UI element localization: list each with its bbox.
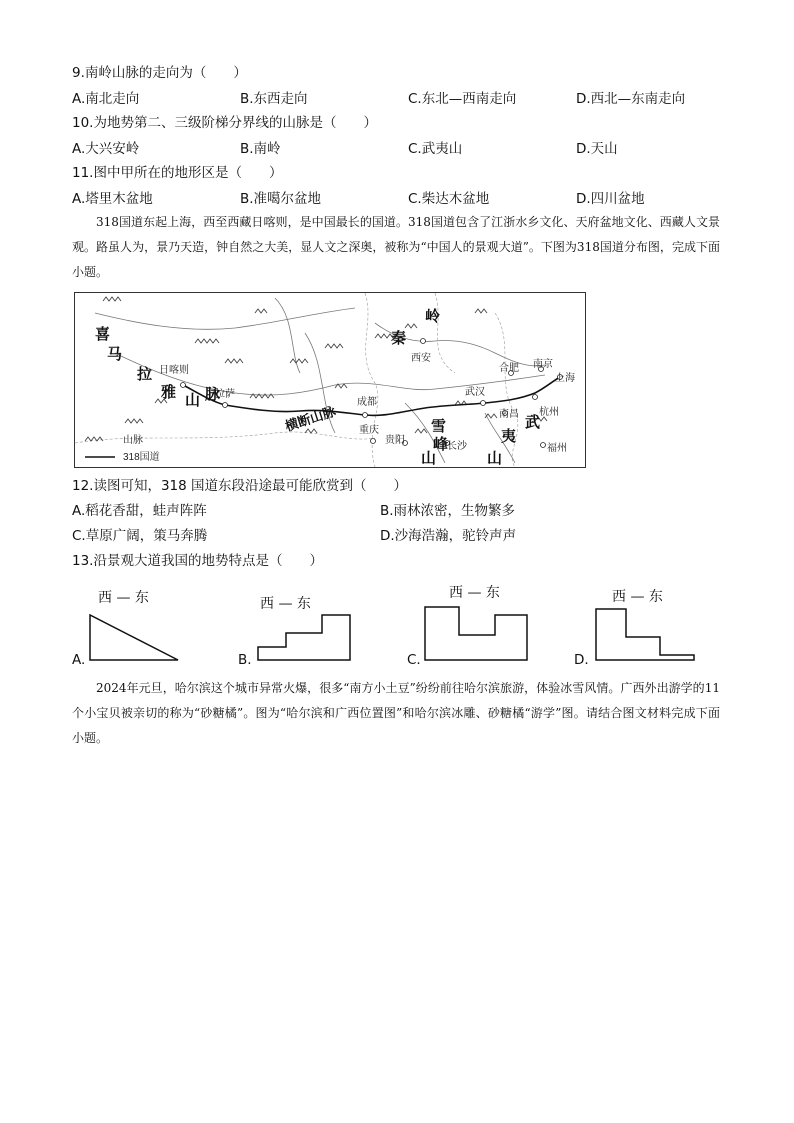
label-xuefeng-shan: 山 [421,449,437,467]
diagram-a-direction: 西 — 东 [98,590,149,606]
city-lhasa: 拉萨 [215,389,235,400]
map-figure [75,293,585,467]
question-9-stem: 9.南岭山脉的走向为（ ） [72,65,247,81]
q12-option-c: C.草原广阔，策马奔腾 [72,528,208,544]
q12-option-d: D.沙海浩瀚，驼铃声声 [380,528,517,544]
diagram-c-direction: 西 — 东 [449,585,500,601]
city-xian: 西安 [411,353,431,364]
label-xi: 喜 [95,325,111,343]
q13-diagram-a [72,585,192,670]
q11-option-d: D.四川盆地 [576,191,645,207]
legend-road-label: 318国道 [123,452,160,463]
diagram-c-shape [407,585,537,670]
city-wuhan: 武汉 [465,387,485,398]
legend-mountain-label: 山脉 [123,435,143,446]
q13-option-a: A. [72,652,86,668]
q11-option-b: B.准噶尔盆地 [240,191,322,207]
passage-318-text: 318国道东起上海，西至西藏日喀则，是中国最长的国道。318国道包含了江浙水乡文化、天府盆地文化、西藏人文景观。路虽人为，景乃天造，钟自然之大美，显人文之深奥，被称为“中国人的景观大道”。下图为318国道分布图，完成下面小题。 [72,215,720,279]
label-qin: 秦 [391,329,407,347]
diagram-d-shape [574,585,704,670]
q10-option-c: C.武夷山 [408,141,463,157]
q10-option-d: D.天山 [576,141,618,157]
q12-option-a: A.稻花香甜，蛙声阵阵 [72,503,207,519]
q13-diagram-d [574,585,704,670]
label-shan: 山 [185,391,201,409]
map-legend [85,433,160,463]
city-hefei: 合肥 [499,363,519,374]
city-changsha: 长沙 [447,441,467,452]
label-xue: 雪 [431,417,447,435]
diagram-d-direction: 西 — 东 [612,589,663,605]
label-ling: 岭 [425,307,441,325]
label-wuyi-shan: 山 [487,449,503,467]
passage-318-road [72,210,720,285]
label-wu: 武 [525,413,541,431]
diagram-a-shape [72,585,192,670]
label-la: 拉 [137,365,153,383]
q13-option-c: C. [407,652,421,668]
label-ya: 雅 [161,383,177,401]
label-hengduan: 横断山脉 [283,404,338,435]
passage-harbin [72,676,720,751]
question-12-stem: 12.读图可知，318 国道东段沿途最可能欣赏到（ ） [72,478,408,494]
label-feng: 峰 [433,435,449,453]
q13-diagram-c [407,585,537,670]
q10-option-b: B.南岭 [240,141,281,157]
q9-option-b: B.东西走向 [240,91,308,107]
city-guiyang: 贵阳 [385,435,405,446]
question-13-stem: 13.沿景观大道我国的地势特点是（ ） [72,553,323,569]
road-318-map [74,292,586,468]
question-10-stem: 10.为地势第二、三级阶梯分界线的山脉是（ ） [72,115,377,131]
city-fuzhou: 福州 [547,443,567,454]
city-chengdu: 成都 [357,397,377,408]
label-ma: 马 [107,345,123,363]
q11-option-c: C.柴达木盆地 [408,191,490,207]
question-11-stem: 11.图中甲所在的地形区是（ ） [72,165,283,181]
city-hangzhou: 杭州 [539,407,559,418]
q12-option-b: B.雨林浓密，生物繁多 [380,503,516,519]
q10-option-a: A.大兴安岭 [72,141,140,157]
q13-option-b: B. [238,652,252,668]
city-chongqing: 重庆 [359,425,379,436]
label-yi: 夷 [501,427,517,445]
q13-diagram-b [238,585,358,670]
label-mai: 脉 [205,385,221,403]
city-nanjing: 南京 [533,359,553,370]
q9-option-d: D.西北—东南走向 [576,91,686,107]
q11-option-a: A.塔里木盆地 [72,191,153,207]
q9-option-c: C.东北—西南走向 [408,91,517,107]
passage-harbin-text: 2024年元旦，哈尔滨这个城市异常火爆，很多“南方小土豆”纷纷前往哈尔滨旅游，体验冰雪风情。广西外出游学的11个小宝贝被亲切的称为“砂糖橘”。图为“哈尔滨和广西位置图”和哈尔滨冰雕、砂糖橘“游学”图。请结合图文材料完成下面小题。 [72,681,720,745]
q9-option-a: A.南北走向 [72,91,140,107]
diagram-b-shape [238,585,358,670]
city-rikaze: 日喀则 [159,365,189,376]
city-shanghai: 上海 [555,373,575,384]
q13-option-d: D. [574,652,589,668]
diagram-b-direction: 西 — 东 [260,596,311,612]
legend-mountain-icon [85,437,103,441]
city-nanchang: 南昌 [499,409,519,420]
